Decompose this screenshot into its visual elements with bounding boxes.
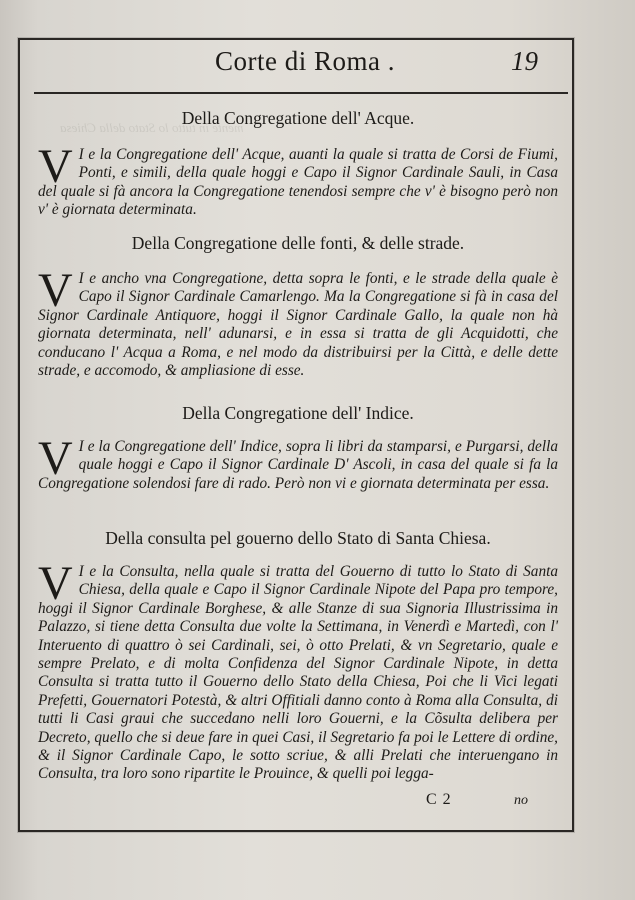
section-consulta	[38, 527, 558, 784]
page-number: 19	[511, 46, 538, 76]
paragraph-text: I e la Congregatione dell' Acque, auanti la quale si tratta de Corsi de Fiumi, Ponti, e simili, della quale hoggi e Capo il Signor Cardinale Sauli, in Casa del quale si fà ancora la Congregatione tenendosi sempre che v' è bisogno però non v' è giornata determinata.	[38, 146, 558, 219]
running-head: Corte di Roma .	[215, 46, 395, 76]
header-rule	[34, 92, 568, 94]
show-through-text: mente in tutto lo Stato della Chiesa	[60, 120, 244, 135]
section-heading: Della consulta pel gouerno dello Stato di Santa Chiesa.	[105, 528, 491, 548]
section-paragraph	[38, 264, 558, 380]
paragraph-text: I e la Congregatione dell' Indice, sopra li libri da stamparsi, e Purgarsi, della quale hoggi e Capo il Signor Cardinale D' Ascoli, in casa del quale si fa la Congregatione solendosi fare di rado. Però non vi e giornata determinata per essa.	[38, 438, 558, 492]
section-acque	[38, 107, 558, 220]
section-heading: Della Congregatione dell' Acque.	[181, 108, 415, 128]
section-fonti-strade	[38, 232, 558, 380]
drop-cap: V	[38, 140, 73, 193]
section-paragraph	[38, 140, 558, 220]
section-paragraph	[38, 432, 558, 493]
section-heading: Della Congregatione delle fonti, & delle strade.	[131, 233, 465, 253]
catchword: no	[514, 793, 528, 808]
paragraph-text: I e ancho vna Congregatione, detta sopra le fonti, e le strade della quale è Capo il Signor Cardinale Camarlengo. Ma la Congregatione si fà in casa del Signor Cardinale Antiquore, hoggi il Signor Cardinale Gallo, la quale non hà giornata determinata, nell' adunarsi, e in essa si tratta de gli Acquidotti, che conducano l' Acqua a Roma, e nel modo da distribuirsi per la Città, e delle dette strade, e accomodo, & ampliasione di esse.	[38, 270, 558, 380]
signature-mark: C 2	[426, 791, 452, 808]
section-heading: Della Congregatione dell' Indice.	[182, 403, 414, 423]
drop-cap: V	[38, 432, 73, 485]
section-paragraph	[38, 557, 558, 784]
drop-cap: V	[38, 557, 73, 610]
drop-cap: V	[38, 264, 73, 317]
paragraph-text: I e la Consulta, nella quale si tratta del Gouerno di tutto lo Stato di Santa Chiesa, della quale e Capo il Signor Cardinale Nipote del Papa pro tempore, hoggi il Signor Cardinale Borghese, & alle Stanze di sua Signoria Illustrissima in Palazzo, si tiene detta Consulta due volte la Settimana, in Venerdì e Martedì, con l' Interuento di quattro ò sei Cardinali, sei, ò otto Prelati, & vn Segretario, quale e sempre Prelato, e di molta Confidenza del Signor Cardinale Nipote, in detta Consulta si tratta tutto il Gouerno dello Stato della Chiesa, Poi che li Vici legati Prefetti, Gouernatori Potestà, & altri Offitiali danno conto à Roma alla Consulta, di tutti li Casi graui che succedano nelli loro Gouerni, e la Cõsulta delibera per Decreto, quello che si deue fare in quei Casi, il Segretario fa poi le Lettere di ordine, & il Signor Cardinale Capo, le sotto scriue, & alli Prelati che interuengano in Consulta, tra loro sono ripartite le Prouince, & quelli poi legga-	[38, 563, 558, 783]
section-indice	[38, 402, 558, 493]
